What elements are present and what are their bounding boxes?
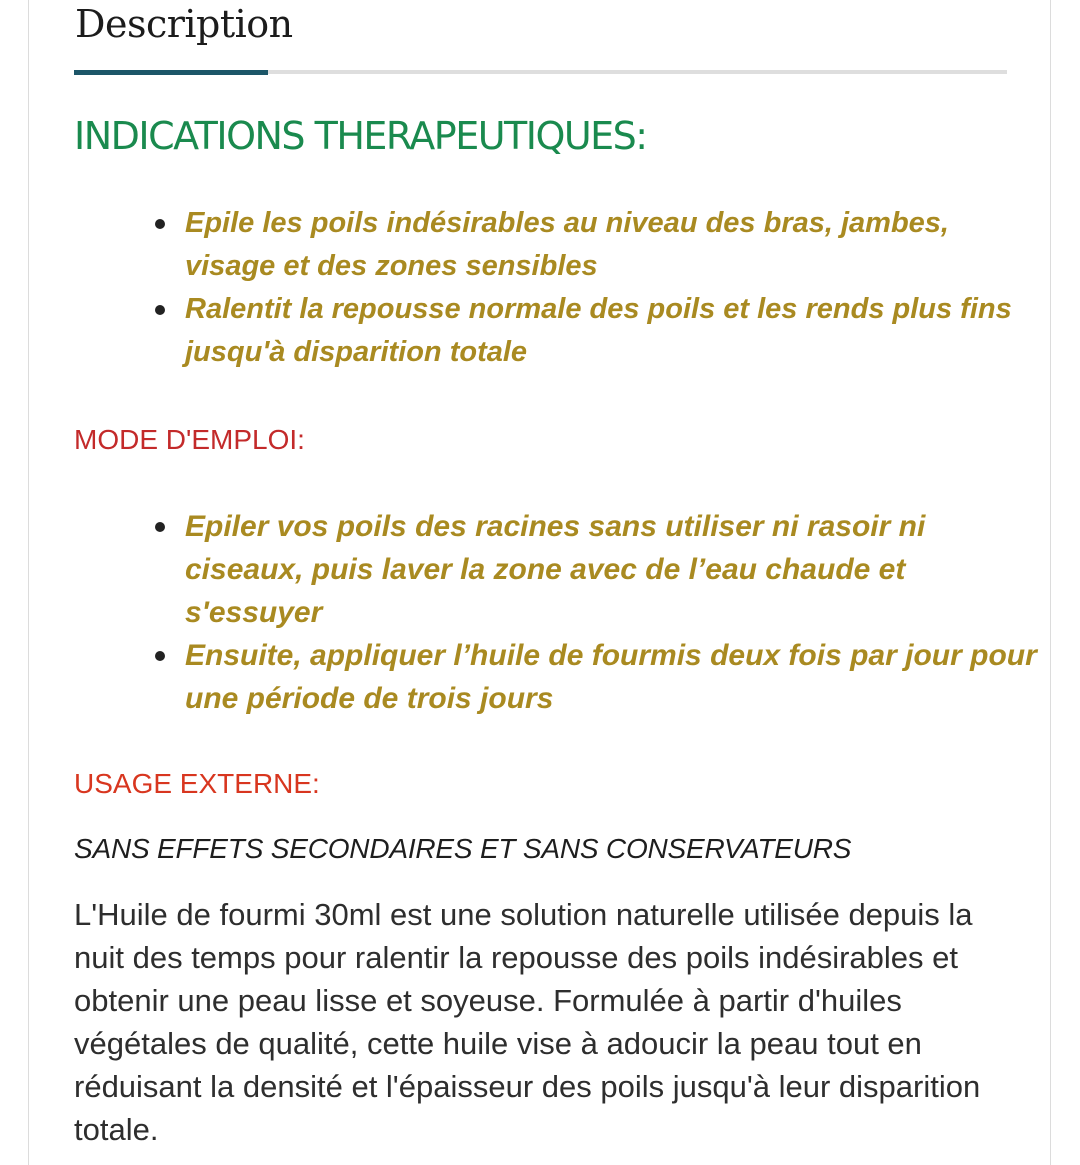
tab-active-indicator [74,70,268,75]
usage-subtitle: SANS EFFETS SECONDAIRES ET SANS CONSERVATEURS [74,833,852,864]
tab-description[interactable]: Description [75,2,293,46]
mode-emploi-list [146,505,1045,720]
list-item: Ralentit la repousse normale des poils et les rends plus fins jusqu'à disparition totale [185,288,1045,374]
list-item: Epiler vos poils des racines sans utiliser ni rasoir ni ciseaux, puis laver la zone avec de l’eau chaude et s'essuyer [185,505,1045,634]
mode-emploi-heading: MODE D'EMPLOI: [74,424,305,455]
list-item: Ensuite, appliquer l’huile de fourmis deux fois par jour pour une période de trois jours [185,634,1045,720]
usage-externe-heading: USAGE EXTERNE: [74,768,320,799]
indications-list [146,202,1045,374]
list-item: Epile les poils indésirables au niveau des bras, jambes, visage et des zones sensibles [185,202,1045,288]
indications-heading: INDICATIONS THERAPEUTIQUES: [74,114,647,158]
product-description-text: L'Huile de fourmi 30ml est une solution naturelle utilisée depuis la nuit des temps pour ralentir la repousse des poils indésirables et obtenir une peau lisse et soyeuse. Formulée à partir d'huiles végétales de qualité, cette huile vise à adoucir la peau tout en réduisant la densité et l'épaisseur des poils jusqu'à leur disparition totale. [74,897,981,1147]
